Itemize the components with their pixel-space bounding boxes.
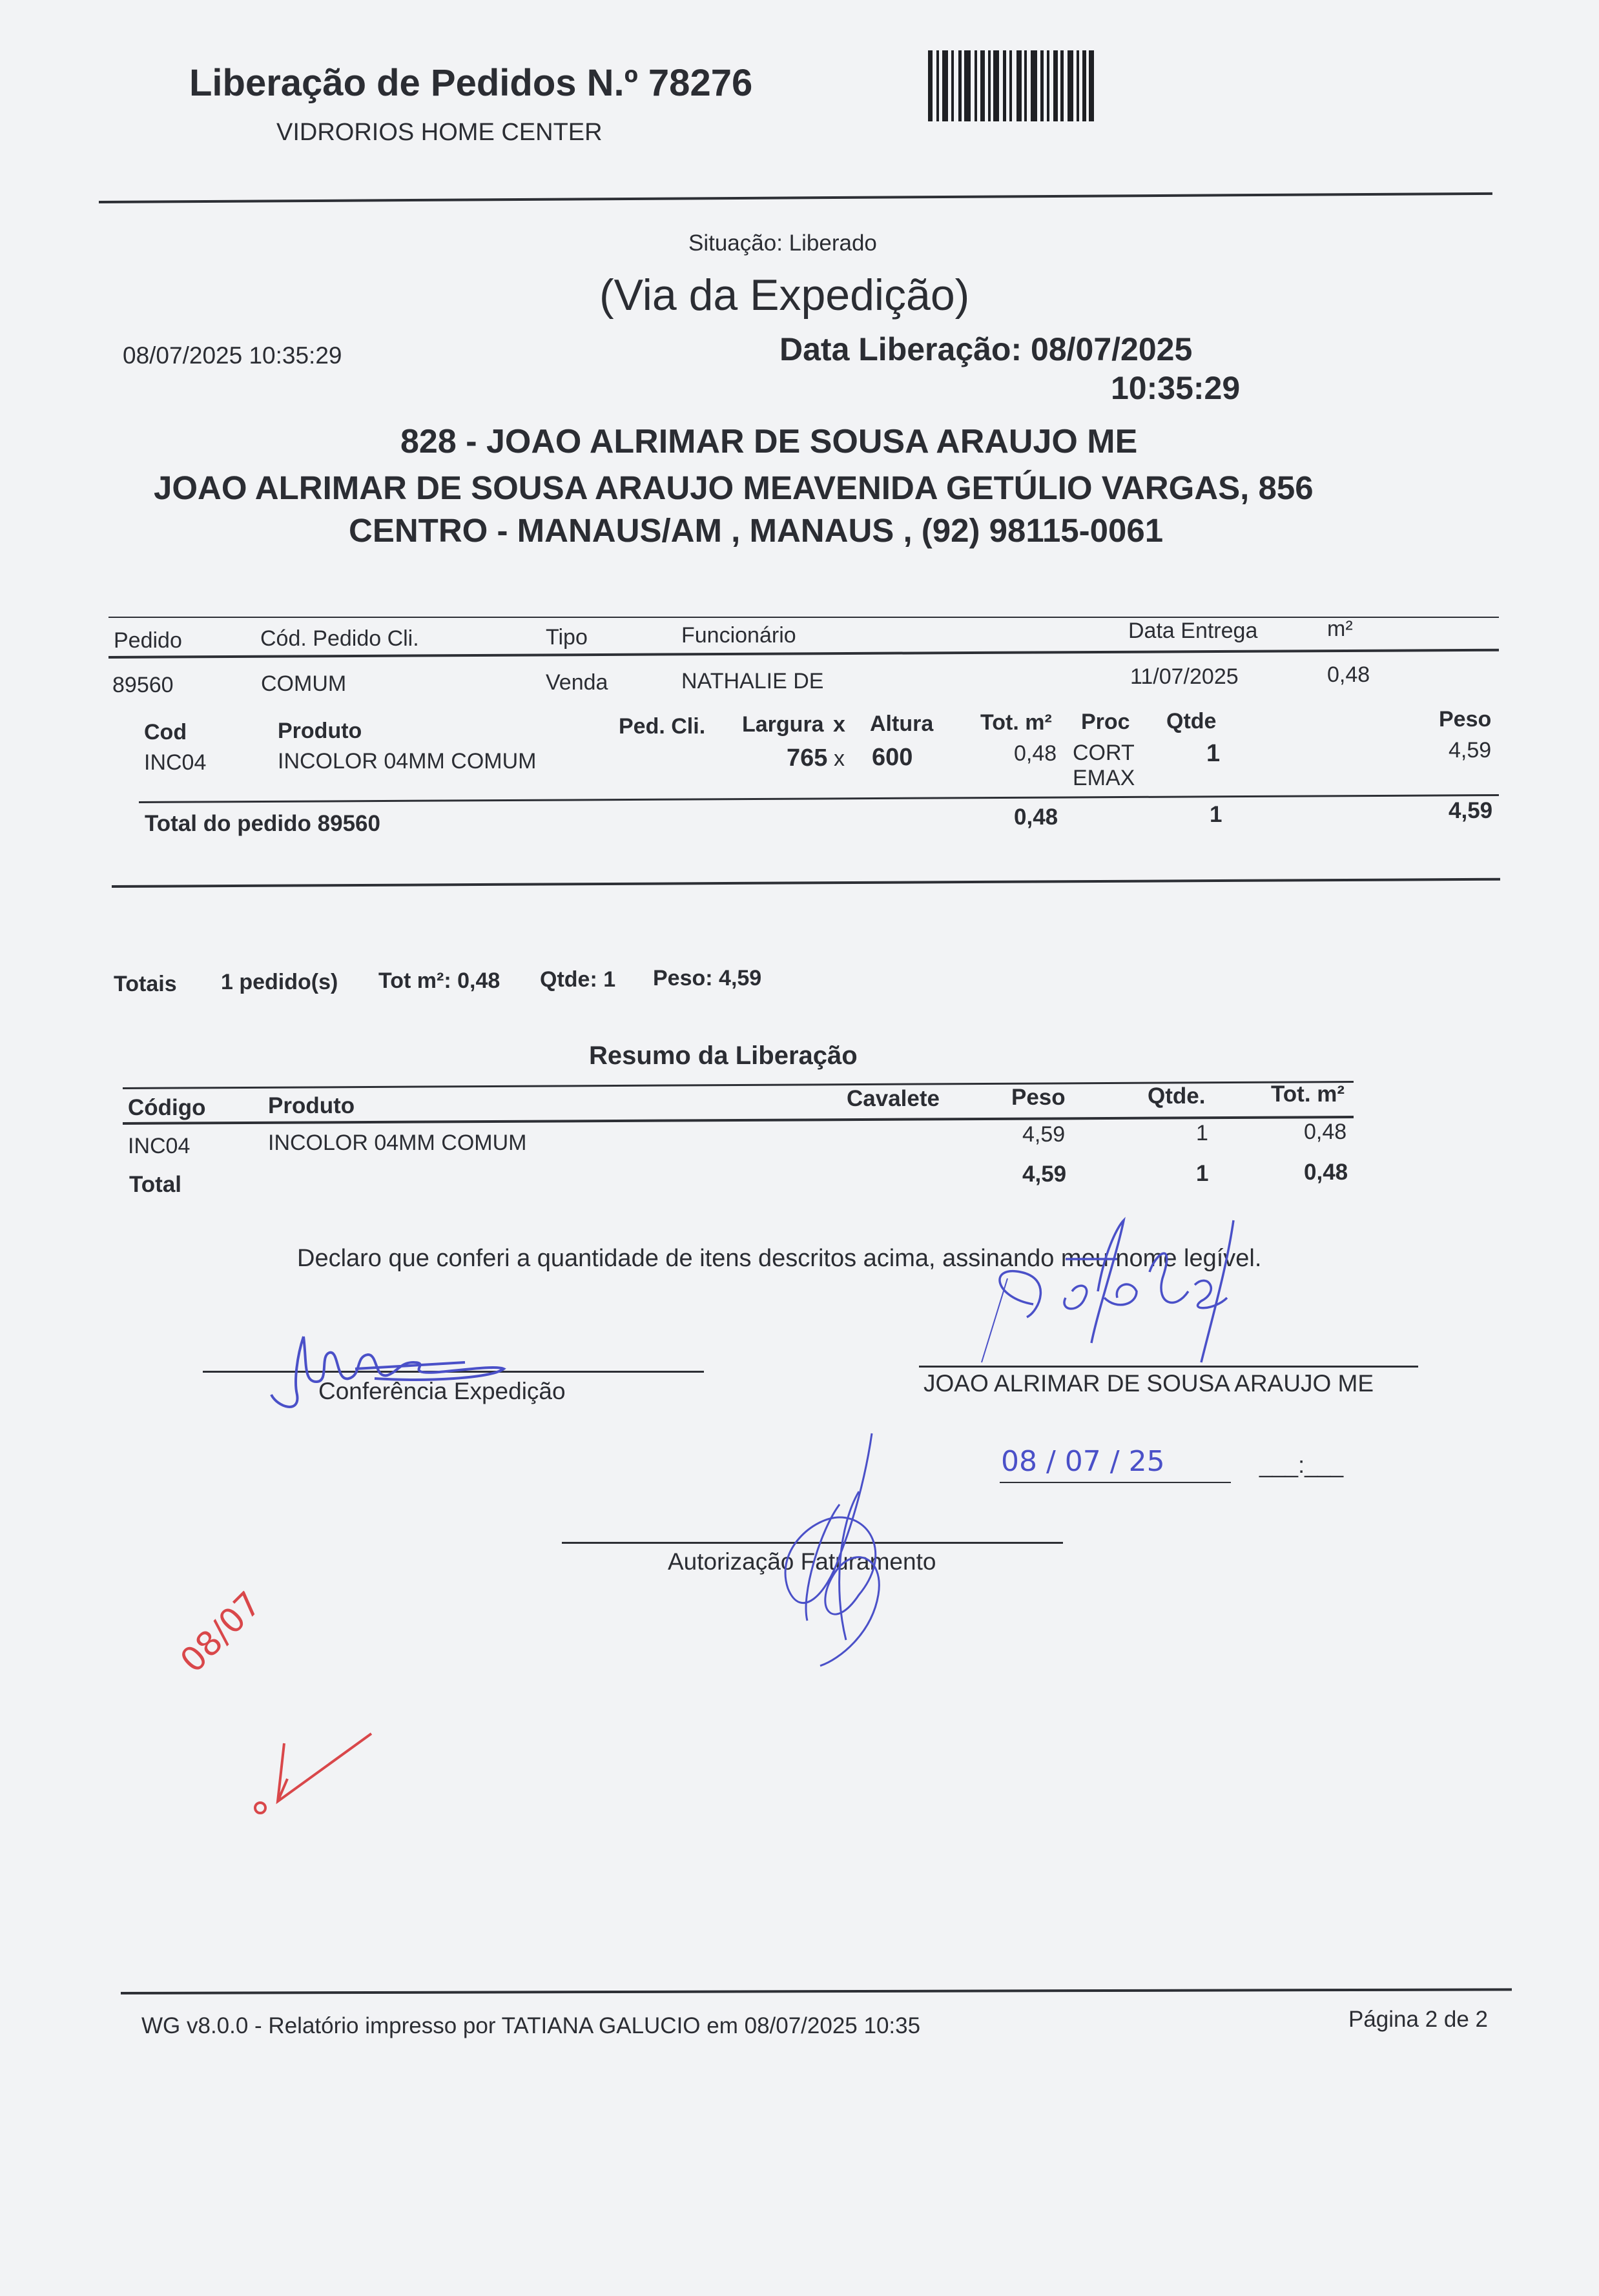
col-pedido-header: Pedido	[114, 628, 182, 653]
item-proc-line1: CORT	[1073, 741, 1135, 765]
summary-row-tot-m2: 0,48	[1304, 1120, 1347, 1144]
summary-row-peso: 4,59	[1022, 1122, 1066, 1147]
summary-row-codigo: INC04	[128, 1134, 191, 1158]
time-blank: ___:___	[1259, 1451, 1344, 1478]
header-divider	[99, 192, 1492, 203]
item-proc-header: Proc	[1081, 710, 1130, 734]
summary-peso-header: Peso	[1011, 1085, 1066, 1110]
print-datetime: 08/07/2025 10:35:29	[123, 342, 342, 369]
item-ped-cli-header: Ped. Cli.	[619, 714, 706, 739]
item-produto-header: Produto	[278, 719, 362, 743]
item-tot-m2-header: Tot. m²	[980, 710, 1052, 735]
barcode	[928, 50, 1094, 121]
autorizacao-label: Autorização Faturamento	[668, 1548, 936, 1575]
item-altura-header: Altura	[870, 712, 934, 736]
handwritten-red-check	[249, 1730, 378, 1821]
handwritten-date: 08 / 07 / 25	[1001, 1445, 1165, 1478]
order-total-peso: 4,59	[1449, 798, 1493, 823]
conferencia-signature	[258, 1317, 594, 1414]
col-tipo-header: Tipo	[546, 625, 588, 650]
row-funcionario: NATHALIE DE	[681, 669, 824, 693]
handwritten-red-date: 08/07	[173, 1584, 269, 1681]
item-altura: 600	[872, 744, 913, 771]
totals-pedidos: 1 pedido(s)	[221, 970, 338, 994]
item-produto: INCOLOR 04MM COMUM	[278, 749, 537, 774]
order-total-qtde: 1	[1210, 802, 1222, 827]
summary-tot-m2-header: Tot. m²	[1271, 1081, 1345, 1107]
footer-rule	[121, 1988, 1512, 1994]
item-x-header: x	[833, 712, 845, 737]
item-tot-m2: 0,48	[1014, 741, 1057, 766]
date-underline	[1000, 1482, 1231, 1483]
summary-qtde-header: Qtde.	[1148, 1083, 1206, 1109]
summary-produto-header: Produto	[268, 1093, 355, 1118]
summary-codigo-header: Código	[128, 1095, 206, 1120]
totals-qtde: Qtde: 1	[540, 967, 616, 992]
row-tipo: Venda	[546, 670, 608, 695]
row-pedido: 89560	[112, 673, 174, 697]
order-table-top-rule	[108, 617, 1499, 618]
col-funcionario-header: Funcionário	[681, 623, 796, 648]
totals-label: Totais	[114, 972, 177, 996]
summary-row-qtde: 1	[1196, 1121, 1208, 1145]
summary-cavalete-header: Cavalete	[847, 1086, 940, 1111]
summary-total-label: Total	[129, 1172, 182, 1197]
item-largura-header: Largura	[742, 712, 824, 737]
release-date: Data Liberação: 08/07/2025	[779, 331, 1193, 367]
client-code-name: 828 - JOAO ALRIMAR DE SOUSA ARAUJO ME	[400, 423, 1138, 460]
summary-title: Resumo da Liberação	[589, 1041, 858, 1070]
col-data-entrega-header: Data Entrega	[1128, 619, 1258, 643]
order-total-label: Total do pedido 89560	[145, 811, 380, 836]
footer-printed-by: WG v8.0.0 - Relatório impresso por TATIANA GALUCIO em 08/07/2025 10:35	[141, 2013, 921, 2038]
item-proc-line2: EMAX	[1073, 766, 1135, 790]
copy-label: (Via da Expedição)	[599, 271, 970, 320]
client-signature-label: JOAO ALRIMAR DE SOUSA ARAUJO ME	[923, 1370, 1374, 1397]
document-title: Liberação de Pedidos N.º 78276	[189, 62, 753, 104]
totals-tot-m2: Tot m²: 0,48	[378, 969, 500, 993]
release-time: 10:35:29	[1111, 370, 1241, 406]
order-total-m2: 0,48	[1014, 805, 1058, 830]
col-m2-header: m²	[1327, 617, 1353, 641]
col-cod-pedido-cli-header: Cód. Pedido Cli.	[260, 626, 419, 651]
order-table-bottom-rule	[112, 878, 1500, 888]
item-qtde-header: Qtde	[1166, 709, 1217, 733]
item-qtde: 1	[1206, 740, 1221, 767]
authorization-signature	[762, 1427, 930, 1672]
client-address-line2: CENTRO - MANAUS/AM , MANAUS , (92) 98115-0061	[349, 512, 1164, 549]
footer-page-number: Página 2 de 2	[1348, 2007, 1489, 2032]
client-signature	[969, 1214, 1305, 1375]
row-m2: 0,48	[1327, 662, 1370, 687]
totals-peso: Peso: 4,59	[653, 966, 762, 990]
summary-row-produto: INCOLOR 04MM COMUM	[268, 1131, 527, 1155]
company-name: VIDRORIOS HOME CENTER	[276, 119, 603, 146]
summary-total-peso: 4,59	[1022, 1162, 1067, 1187]
declaration-text: Declaro que conferi a quantidade de itens descritos acima, assinando meu nome legível.	[297, 1245, 1262, 1272]
item-cod-header: Cod	[144, 720, 187, 744]
conferencia-label: Conferência Expedição	[318, 1378, 566, 1404]
row-data-entrega: 11/07/2025	[1130, 664, 1239, 689]
client-address-line1: JOAO ALRIMAR DE SOUSA ARAUJO MEAVENIDA GETÚLIO VARGAS, 856	[154, 469, 1314, 506]
item-total-rule	[139, 794, 1499, 803]
item-peso-header: Peso	[1439, 707, 1492, 732]
summary-total-tot-m2: 0,48	[1304, 1160, 1348, 1185]
row-cod-pedido-cli: COMUM	[261, 671, 347, 696]
status-text: Situação: Liberado	[688, 231, 877, 256]
item-largura: 765	[787, 744, 828, 772]
summary-total-qtde: 1	[1196, 1161, 1209, 1186]
item-cod: INC04	[144, 750, 207, 775]
item-peso: 4,59	[1449, 738, 1492, 763]
item-x: x	[834, 746, 845, 771]
